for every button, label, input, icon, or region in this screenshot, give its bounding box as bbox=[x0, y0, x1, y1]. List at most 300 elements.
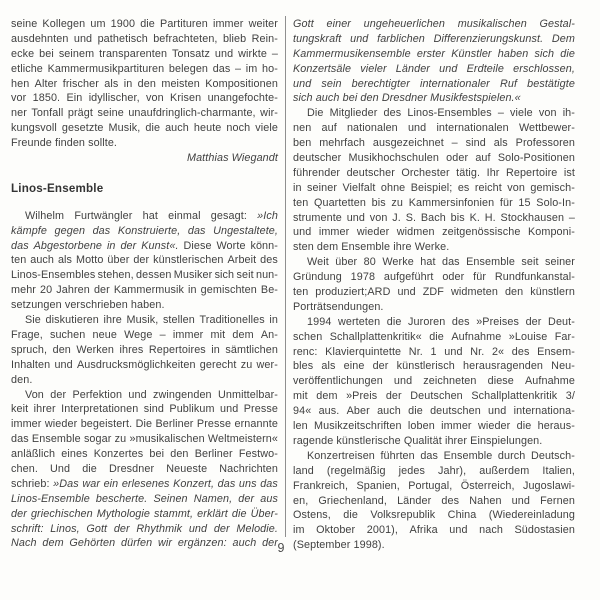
word: führender bbox=[293, 166, 341, 179]
word: Publikum bbox=[169, 403, 215, 416]
word: Alter bbox=[34, 77, 58, 90]
word: stammt, bbox=[154, 507, 194, 520]
paragraph bbox=[293, 449, 575, 553]
word: Und bbox=[50, 462, 71, 475]
word: ergänzen: bbox=[177, 537, 227, 550]
text-line bbox=[11, 106, 278, 121]
word: den bbox=[170, 448, 189, 461]
word: An- bbox=[260, 328, 278, 341]
word: chen. bbox=[11, 462, 38, 475]
word: Musikzeitschriften bbox=[314, 420, 402, 433]
word: erster bbox=[416, 47, 446, 60]
word: China bbox=[447, 509, 477, 522]
word: zwingenden bbox=[153, 388, 212, 401]
section-heading: Linos-Ensemble bbox=[11, 181, 104, 195]
word: ist bbox=[563, 166, 575, 179]
word: Ruf bbox=[499, 77, 518, 90]
word: Künstler bbox=[451, 47, 492, 60]
word: ungeheuerlichen bbox=[363, 18, 446, 30]
text-segment: (September 1998). bbox=[293, 539, 388, 552]
paragraph bbox=[293, 17, 575, 106]
word: Rundfunkanstal- bbox=[494, 271, 575, 284]
text-line bbox=[293, 151, 575, 166]
text-line bbox=[11, 447, 278, 462]
word: frischer bbox=[62, 77, 99, 90]
word: ten bbox=[293, 286, 309, 299]
word: Volksrepublik bbox=[370, 509, 436, 522]
word: Gott bbox=[86, 522, 108, 535]
word: Kollegen bbox=[42, 18, 86, 30]
word: künstlerisch bbox=[396, 360, 455, 373]
word: Afrika bbox=[409, 524, 438, 537]
word: gemisch- bbox=[530, 181, 575, 194]
word: seine bbox=[11, 18, 38, 30]
text-line bbox=[293, 270, 575, 285]
word: als bbox=[493, 137, 508, 150]
word: erklärt bbox=[197, 507, 228, 520]
word: tätig. bbox=[456, 166, 481, 179]
word: das bbox=[11, 433, 29, 446]
word: Konzertsäle bbox=[293, 62, 352, 75]
word: wieder bbox=[356, 226, 390, 239]
word: berechtigter bbox=[351, 77, 410, 90]
word: Beispiel; bbox=[410, 181, 453, 194]
word: das bbox=[92, 224, 111, 237]
word: Länder bbox=[395, 62, 431, 75]
word: 2001), bbox=[366, 524, 398, 537]
text-line bbox=[293, 449, 575, 464]
word: ihrer bbox=[33, 403, 56, 416]
word: in bbox=[211, 343, 220, 356]
word: Tonsatz bbox=[172, 47, 210, 60]
word: stellen bbox=[162, 314, 195, 327]
word: neue bbox=[92, 328, 117, 341]
word: und bbox=[393, 375, 413, 388]
text-line bbox=[293, 300, 575, 315]
word: immer bbox=[441, 420, 472, 433]
paragraph bbox=[293, 315, 575, 449]
paragraph bbox=[11, 388, 278, 552]
word: in bbox=[188, 284, 197, 297]
text-line bbox=[11, 343, 278, 358]
word: Ungestaltete, bbox=[213, 224, 278, 237]
word: aus. bbox=[318, 405, 340, 418]
word: Von bbox=[25, 388, 44, 401]
word: Gott bbox=[293, 18, 314, 30]
word: seit bbox=[236, 269, 254, 282]
word: K. bbox=[469, 211, 480, 224]
word: Ihr bbox=[486, 166, 500, 179]
word: ner bbox=[11, 107, 27, 120]
word: »Preis bbox=[346, 390, 378, 403]
word: Aufnahme bbox=[524, 375, 575, 388]
word: Linos-Ensembles bbox=[11, 269, 96, 282]
word: Aufnahme bbox=[451, 330, 502, 343]
word: Kunst«. bbox=[141, 239, 179, 252]
word: die bbox=[343, 509, 358, 522]
word: Juroren bbox=[408, 315, 446, 328]
word: Dresdner bbox=[108, 462, 155, 475]
word: griechischen bbox=[30, 507, 93, 520]
word: hen bbox=[11, 77, 30, 90]
text-segment: Freunde finden sollte. bbox=[11, 137, 121, 150]
word: und bbox=[407, 122, 427, 135]
word: zu bbox=[391, 196, 404, 209]
word: sich bbox=[214, 269, 235, 282]
word: gerecht bbox=[199, 358, 237, 371]
word: Seinen bbox=[153, 492, 188, 505]
word: für bbox=[499, 196, 513, 209]
word: des bbox=[451, 315, 470, 328]
word: Werken bbox=[76, 343, 115, 356]
word: Die bbox=[135, 418, 153, 431]
text-segment: sten dem Ensemble ihre Werke. bbox=[293, 241, 453, 254]
word: zu bbox=[240, 358, 253, 371]
word: auch bbox=[377, 405, 401, 418]
word: bles bbox=[293, 360, 314, 373]
word: 1978 bbox=[350, 271, 376, 284]
text-line bbox=[11, 47, 278, 62]
word: bescherte. bbox=[95, 492, 148, 505]
word: 3/ bbox=[565, 390, 575, 403]
word: Deut- bbox=[548, 315, 575, 328]
word: schrift: bbox=[11, 522, 44, 535]
paragraph bbox=[11, 313, 278, 387]
word: Mitglieder bbox=[329, 107, 378, 120]
word: ernannte bbox=[234, 418, 278, 431]
word: Griechenland, bbox=[318, 494, 387, 507]
word: ten bbox=[293, 196, 309, 209]
text-segment: Porträtsendungen. bbox=[293, 300, 387, 313]
word: der bbox=[525, 315, 542, 328]
word: Nahen bbox=[469, 494, 502, 507]
word: und bbox=[511, 494, 530, 507]
word: bis bbox=[371, 196, 386, 209]
word: das bbox=[260, 477, 278, 490]
word: noch bbox=[226, 122, 251, 135]
word: Vielfalt bbox=[342, 181, 376, 194]
word: seit bbox=[521, 256, 539, 269]
word: auch bbox=[232, 537, 257, 550]
word: vor bbox=[11, 92, 27, 105]
word: der bbox=[93, 284, 110, 297]
word: sich bbox=[534, 47, 555, 60]
word: der bbox=[262, 537, 278, 550]
text-line bbox=[11, 224, 278, 239]
word: renc: bbox=[293, 345, 318, 358]
word: befrachteten, bbox=[153, 32, 218, 45]
word: Presse bbox=[196, 418, 232, 431]
word: dem bbox=[316, 390, 338, 403]
word: das bbox=[11, 239, 29, 252]
word: herausragenden bbox=[462, 360, 544, 373]
word: Be- bbox=[260, 284, 278, 297]
word: farblichen bbox=[377, 32, 425, 45]
author-signature: Matthias Wiegandt bbox=[186, 152, 278, 165]
word: der bbox=[372, 360, 389, 373]
word: führten bbox=[380, 449, 415, 462]
text-line bbox=[293, 389, 575, 404]
word: – bbox=[451, 137, 458, 150]
word: der bbox=[11, 507, 27, 520]
text-line bbox=[293, 434, 575, 449]
word: im bbox=[245, 62, 258, 75]
word: als bbox=[104, 77, 119, 90]
word: seine bbox=[97, 107, 124, 120]
word: loben bbox=[407, 420, 435, 433]
text-line bbox=[11, 373, 278, 388]
word: ten bbox=[11, 254, 27, 267]
word: Werke bbox=[382, 256, 414, 269]
word: Musikhochschulen bbox=[348, 152, 439, 165]
word: in bbox=[269, 314, 278, 327]
text-line bbox=[11, 462, 278, 477]
word: Inhalten bbox=[11, 358, 51, 371]
word: Spanien, bbox=[356, 479, 400, 492]
word: Oktober bbox=[316, 524, 356, 537]
word: Konzertreisen bbox=[307, 449, 375, 462]
word: die bbox=[560, 47, 575, 60]
word: als bbox=[321, 360, 336, 373]
word: ausgezeichnet bbox=[372, 137, 444, 150]
word: wieder bbox=[477, 420, 511, 433]
word: Mythologie bbox=[96, 507, 151, 520]
word: einer bbox=[326, 18, 351, 30]
word: pathetisch bbox=[97, 32, 148, 45]
word: 1 bbox=[430, 345, 437, 358]
word: Jahren bbox=[56, 284, 90, 297]
word: »musikalischen bbox=[129, 433, 205, 446]
word: suchen bbox=[49, 328, 86, 341]
text-line bbox=[293, 77, 575, 92]
word: eines bbox=[61, 448, 88, 461]
word: widmeten bbox=[450, 286, 498, 299]
word: – bbox=[568, 211, 575, 224]
word: und bbox=[488, 405, 507, 418]
word: Klavierquintette bbox=[325, 345, 402, 358]
word: oder bbox=[442, 271, 465, 284]
word: Kammermusikensemble bbox=[293, 47, 411, 60]
word: J. bbox=[392, 211, 401, 224]
word: die bbox=[386, 315, 402, 328]
word: Über- bbox=[250, 507, 278, 520]
text-line bbox=[11, 91, 278, 106]
word: mehr bbox=[11, 284, 36, 297]
text-line bbox=[11, 388, 278, 403]
word: Komponi- bbox=[527, 226, 575, 239]
word: vieler bbox=[360, 62, 387, 75]
word: deutscher bbox=[346, 166, 395, 179]
word: dem bbox=[232, 328, 254, 341]
text-line bbox=[293, 494, 575, 509]
word: sein bbox=[321, 77, 342, 90]
word: aufgeführt bbox=[383, 271, 434, 284]
word: des bbox=[383, 107, 402, 120]
word: oder bbox=[446, 152, 469, 165]
word: und bbox=[220, 403, 239, 416]
word: und bbox=[188, 522, 208, 535]
text-line bbox=[293, 136, 575, 151]
word: Differenzierungskunst. bbox=[433, 32, 544, 45]
word: und bbox=[128, 388, 147, 401]
text-line bbox=[11, 477, 278, 492]
word: produziert;ARD bbox=[315, 286, 391, 299]
word: – bbox=[497, 107, 504, 120]
text-line bbox=[11, 62, 278, 77]
word: Konzertes bbox=[93, 448, 144, 461]
word: das bbox=[217, 477, 236, 490]
word: die bbox=[408, 405, 423, 418]
word: Ensem- bbox=[537, 345, 575, 358]
word: und bbox=[54, 358, 73, 371]
word: nun- bbox=[255, 269, 278, 282]
word: 94« bbox=[293, 405, 312, 418]
word: sogar bbox=[83, 433, 112, 446]
word: gemischten bbox=[200, 284, 257, 297]
word: ein bbox=[103, 477, 119, 490]
paragraph bbox=[293, 106, 575, 255]
word: tungskraft bbox=[293, 32, 342, 45]
word: immer bbox=[172, 328, 204, 341]
text-line bbox=[293, 359, 575, 374]
word: Sie bbox=[25, 314, 41, 327]
word: hat bbox=[420, 256, 436, 269]
word: ih- bbox=[562, 107, 575, 120]
word: wirkte bbox=[238, 47, 267, 60]
word: diese bbox=[487, 375, 514, 388]
word: belegen bbox=[168, 62, 209, 75]
word: internationalen bbox=[436, 122, 509, 135]
word: Linos-Ensemble bbox=[11, 492, 90, 505]
word: und bbox=[293, 226, 312, 239]
word: schen bbox=[293, 330, 323, 343]
word: und bbox=[73, 32, 93, 45]
word: Linos-Ensembles bbox=[407, 107, 492, 120]
word: gesagt: bbox=[210, 209, 247, 222]
word: Musik, bbox=[126, 314, 159, 327]
word: – bbox=[271, 47, 278, 60]
word: Ensemble bbox=[443, 449, 493, 462]
word: Schallplattenkritik bbox=[471, 390, 558, 403]
text-line bbox=[293, 330, 575, 345]
word: 20 bbox=[40, 284, 53, 297]
word: Berliner bbox=[194, 448, 233, 461]
text-line bbox=[293, 345, 575, 360]
column-divider bbox=[285, 16, 286, 537]
word: Melodie. bbox=[236, 522, 278, 535]
word: nach bbox=[479, 524, 503, 537]
text-line bbox=[11, 432, 278, 447]
word: Rhythmik bbox=[136, 522, 183, 535]
text-line bbox=[11, 209, 278, 224]
word: Konstruierte, bbox=[117, 224, 181, 237]
word: Deutsch- bbox=[530, 449, 575, 462]
word: Far- bbox=[554, 330, 575, 343]
word: der bbox=[113, 522, 130, 535]
text-line bbox=[293, 404, 575, 419]
text-line bbox=[293, 121, 575, 136]
word: dürfen bbox=[121, 537, 153, 550]
word: seiner bbox=[307, 181, 338, 194]
word: Fernen bbox=[540, 494, 575, 507]
word: Wettbewer- bbox=[518, 122, 575, 135]
word: Kammermusikpartituren bbox=[47, 62, 165, 75]
word: Neueste bbox=[166, 462, 208, 475]
word: Gehörten bbox=[69, 537, 116, 550]
word: Italien, bbox=[542, 464, 575, 477]
word: unaufdringlich-charmante, bbox=[128, 107, 256, 120]
word: ZDF bbox=[422, 286, 445, 299]
text-line bbox=[293, 32, 575, 47]
word: künstlern bbox=[530, 286, 575, 299]
word: eine bbox=[343, 360, 365, 373]
word: den bbox=[52, 343, 71, 356]
text-line bbox=[11, 17, 278, 32]
word: veröffentlichungen bbox=[293, 375, 383, 388]
word: erlesenes bbox=[121, 477, 170, 490]
word: immer bbox=[212, 18, 244, 30]
word: erschlossen, bbox=[513, 62, 575, 75]
text-line bbox=[293, 62, 575, 77]
word: Musik, bbox=[108, 122, 141, 135]
word: gesetzte bbox=[61, 122, 104, 135]
word: Konzert, bbox=[173, 477, 215, 490]
word: Partituren bbox=[160, 18, 208, 30]
word: die bbox=[145, 122, 161, 135]
text-segment: ragende künstlerische Qualität ihrer Einspielungen. bbox=[293, 434, 546, 447]
word: deutscher bbox=[293, 152, 342, 165]
word: Interpretationen bbox=[61, 403, 139, 416]
word: idyllischer, bbox=[88, 92, 140, 105]
text-line bbox=[11, 492, 278, 507]
word: Wege bbox=[124, 328, 153, 341]
word: Die bbox=[307, 107, 324, 120]
word: Ostens, bbox=[293, 509, 331, 522]
word: zeitgenössische bbox=[442, 226, 521, 239]
word: kämpfe bbox=[11, 224, 48, 237]
word: Diese bbox=[183, 239, 212, 252]
text-line bbox=[11, 328, 278, 343]
word: »Louise bbox=[508, 330, 548, 343]
word: H. bbox=[484, 211, 496, 224]
right-text-column bbox=[293, 17, 575, 553]
word: mehrfach bbox=[319, 137, 365, 150]
word: musikalischen bbox=[457, 18, 527, 30]
paragraph bbox=[11, 209, 278, 313]
word: Länder bbox=[397, 494, 432, 507]
word: auch bbox=[165, 122, 189, 135]
word: prägt bbox=[67, 107, 93, 120]
word: die bbox=[429, 330, 444, 343]
word: von bbox=[146, 92, 164, 105]
word: 80 bbox=[363, 256, 376, 269]
word: Gestal- bbox=[539, 18, 575, 30]
word: wer- bbox=[256, 358, 278, 371]
word: stehen, bbox=[97, 269, 134, 282]
word: auf bbox=[475, 152, 491, 165]
word: 15 bbox=[518, 196, 531, 209]
word: es bbox=[457, 181, 470, 194]
word: diskutieren bbox=[45, 314, 99, 327]
word: immer bbox=[11, 418, 42, 431]
text-segment: setzungen verschrieben haben. bbox=[11, 299, 168, 312]
word: Weit bbox=[307, 256, 329, 269]
word: wieder bbox=[44, 418, 78, 431]
word: Kammersinfonien bbox=[408, 196, 495, 209]
word: Jugoslawi- bbox=[522, 479, 575, 492]
word: Bach bbox=[420, 211, 446, 224]
word: begeistert. bbox=[80, 418, 133, 431]
